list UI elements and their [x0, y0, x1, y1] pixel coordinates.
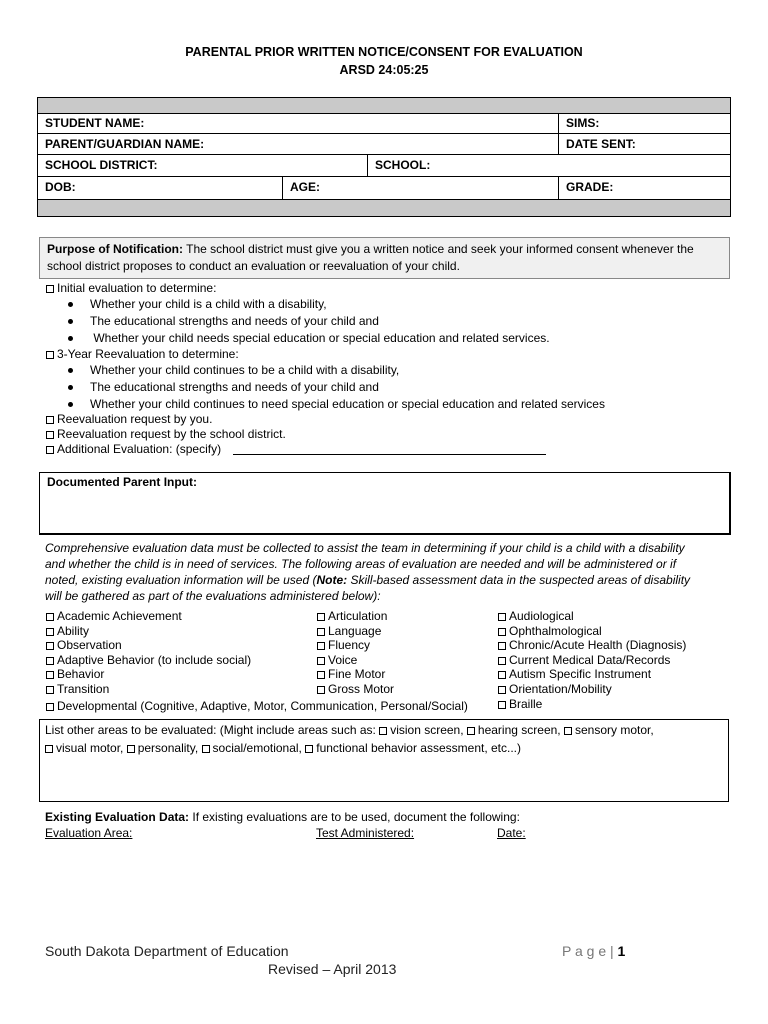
- area-label: Ophthalmological: [509, 623, 602, 638]
- checkbox[interactable]: [498, 701, 506, 709]
- student-name-field[interactable]: STUDENT NAME:: [45, 116, 145, 130]
- dob-field[interactable]: DOB:: [45, 180, 76, 194]
- checkbox[interactable]: [46, 351, 54, 359]
- area-label: Orientation/Mobility: [509, 681, 612, 696]
- area-label: Fine Motor: [328, 667, 386, 682]
- checkbox[interactable]: [317, 686, 325, 694]
- area-label: Audiological: [509, 609, 574, 623]
- area-label: Behavior: [57, 667, 105, 682]
- checkbox[interactable]: [46, 416, 54, 424]
- area-option[interactable]: [498, 653, 686, 668]
- purpose-label: Purpose of Notification:: [47, 242, 183, 256]
- area-option[interactable]: [46, 609, 251, 624]
- school-field[interactable]: SCHOOL:: [375, 158, 431, 172]
- checkbox[interactable]: [46, 657, 54, 665]
- area-option[interactable]: [498, 638, 686, 653]
- checkbox[interactable]: [46, 703, 54, 711]
- initial-evaluation-option[interactable]: Initial evaluation to determine:: [46, 280, 216, 296]
- checkbox[interactable]: [46, 613, 54, 621]
- page-number: P a g e | 1: [562, 943, 626, 959]
- list-item: Whether your child needs special education or special education and related services.: [68, 330, 550, 346]
- area-label: Articulation: [328, 609, 388, 623]
- reevaluation-district-option[interactable]: Reevaluation request by the school district.: [46, 426, 286, 442]
- checkbox[interactable]: [46, 431, 54, 439]
- checkbox[interactable]: [564, 727, 572, 735]
- area-label: Chronic/Acute Health (Diagnosis): [509, 638, 687, 653]
- date-sent-field[interactable]: DATE SENT:: [566, 137, 636, 151]
- student-info-table: [37, 97, 731, 217]
- area-option[interactable]: [46, 624, 251, 639]
- areas-column-1: [46, 609, 251, 697]
- school-district-field[interactable]: SCHOOL DISTRICT:: [45, 158, 158, 172]
- checkbox[interactable]: [317, 657, 325, 665]
- checkbox[interactable]: [498, 613, 506, 621]
- area-option[interactable]: [498, 697, 686, 712]
- evaluation-area-header: Evaluation Area:: [45, 826, 133, 840]
- area-option[interactable]: [317, 667, 394, 682]
- area-option[interactable]: [498, 624, 686, 639]
- area-label: Academic Achievement: [57, 609, 182, 623]
- checkbox[interactable]: [46, 686, 54, 694]
- checkbox[interactable]: [498, 686, 506, 694]
- checkbox[interactable]: [202, 745, 210, 753]
- additional-evaluation-input-line[interactable]: [233, 454, 546, 455]
- area-option[interactable]: [46, 653, 251, 668]
- area-option[interactable]: [498, 667, 686, 682]
- area-option[interactable]: [317, 653, 394, 668]
- area-label: Observation: [57, 638, 122, 653]
- area-label: Language: [328, 623, 382, 638]
- developmental-option[interactable]: Developmental (Cognitive, Adaptive, Motor, Communication, Personal/Social): [46, 698, 468, 714]
- date-header: Date:: [497, 826, 526, 840]
- footer-revised: Revised – April 2013: [268, 961, 397, 977]
- area-option[interactable]: [317, 624, 394, 639]
- area-option[interactable]: [317, 682, 394, 697]
- checkbox[interactable]: [127, 745, 135, 753]
- checkbox[interactable]: [498, 657, 506, 665]
- area-label: Gross Motor: [328, 681, 395, 696]
- purpose-text: The school district must give you a written notice and seek your informed consent whenever the school district proposes to conduct an evaluation or reevaluation of your child.: [47, 242, 694, 273]
- purpose-box: [39, 237, 730, 279]
- area-option[interactable]: [46, 667, 251, 682]
- checkbox[interactable]: [467, 727, 475, 735]
- table-bottom-bar: [38, 200, 730, 216]
- area-option[interactable]: [498, 609, 686, 624]
- area-label: Ability: [57, 623, 90, 638]
- area-label: Current Medical Data/Records: [509, 652, 671, 667]
- area-option[interactable]: [317, 609, 394, 624]
- three-year-reevaluation-option[interactable]: 3-Year Reevaluation to determine:: [46, 346, 239, 362]
- checkbox[interactable]: [498, 642, 506, 650]
- area-label: Transition: [57, 681, 110, 696]
- sims-field[interactable]: SIMS:: [566, 116, 600, 130]
- areas-column-2: [317, 609, 394, 697]
- checkbox[interactable]: [46, 671, 54, 679]
- existing-evaluation-heading: Existing Evaluation Data: If existing evaluations are to be used, document the following:: [45, 810, 520, 824]
- area-label: Voice: [328, 652, 358, 667]
- list-item: Whether your child continues to be a child with a disability,: [68, 362, 399, 378]
- area-option[interactable]: [46, 682, 251, 697]
- checkbox[interactable]: [46, 628, 54, 636]
- checkbox[interactable]: [317, 613, 325, 621]
- areas-column-3: [498, 609, 686, 711]
- list-item: Whether your child continues to need special education or special education and related services: [68, 396, 605, 412]
- area-option[interactable]: [46, 638, 251, 653]
- area-label: Fluency: [328, 638, 371, 653]
- parent-input-label: Documented Parent Input:: [47, 475, 198, 489]
- checkbox[interactable]: [46, 285, 54, 293]
- checkbox[interactable]: [46, 446, 54, 454]
- form-title: PARENTAL PRIOR WRITTEN NOTICE/CONSENT FOR EVALUATION: [185, 45, 583, 59]
- list-item: The educational strengths and needs of your child and: [68, 379, 379, 395]
- checkbox[interactable]: [317, 628, 325, 636]
- other-areas-box[interactable]: List other areas to be evaluated: (Might include areas such as: vision screen, hearing screen, sensory motor, visual motor, personality, social/emotional, functional behavior assessment, etc...): [39, 719, 729, 802]
- checkbox[interactable]: [46, 642, 54, 650]
- form-subtitle: ARSD 24:05:25: [339, 63, 429, 77]
- list-item: The educational strengths and needs of your child and: [68, 313, 379, 329]
- parent-name-field[interactable]: PARENT/GUARDIAN NAME:: [45, 137, 205, 151]
- comprehensive-paragraph: Comprehensive evaluation data must be collected to assist the team in determining if your child is a child with a disability and whether the child is in need of services. The following areas of evaluation are needed and will be administered or if noted, existing evaluation information will be used (Note: Skill-based assessment data in the suspected areas of disability will be gathered as part of the evaluations administered below):: [45, 541, 691, 603]
- footer-organization: South Dakota Department of Education: [45, 943, 289, 959]
- checkbox[interactable]: [317, 671, 325, 679]
- table-top-bar: [38, 98, 730, 113]
- age-field[interactable]: AGE:: [290, 180, 320, 194]
- checkbox[interactable]: [498, 671, 506, 679]
- area-label: Adaptive Behavior (to include social): [57, 652, 252, 667]
- checkbox[interactable]: [45, 745, 53, 753]
- area-option[interactable]: [317, 638, 394, 653]
- area-option[interactable]: [498, 682, 686, 697]
- checkbox[interactable]: [498, 628, 506, 636]
- checkbox[interactable]: [317, 642, 325, 650]
- parent-input-box[interactable]: [39, 472, 731, 535]
- checkbox[interactable]: [379, 727, 387, 735]
- area-label: Braille: [509, 696, 543, 711]
- additional-evaluation-option[interactable]: Additional Evaluation: (specify): [46, 441, 221, 457]
- reevaluation-parent-option[interactable]: Reevaluation request by you.: [46, 411, 212, 427]
- grade-field[interactable]: GRADE:: [566, 180, 614, 194]
- checkbox[interactable]: [305, 745, 313, 753]
- test-administered-header: Test Administered:: [316, 826, 415, 840]
- list-item: Whether your child is a child with a disability,: [68, 296, 327, 312]
- area-label: Autism Specific Instrument: [509, 667, 652, 682]
